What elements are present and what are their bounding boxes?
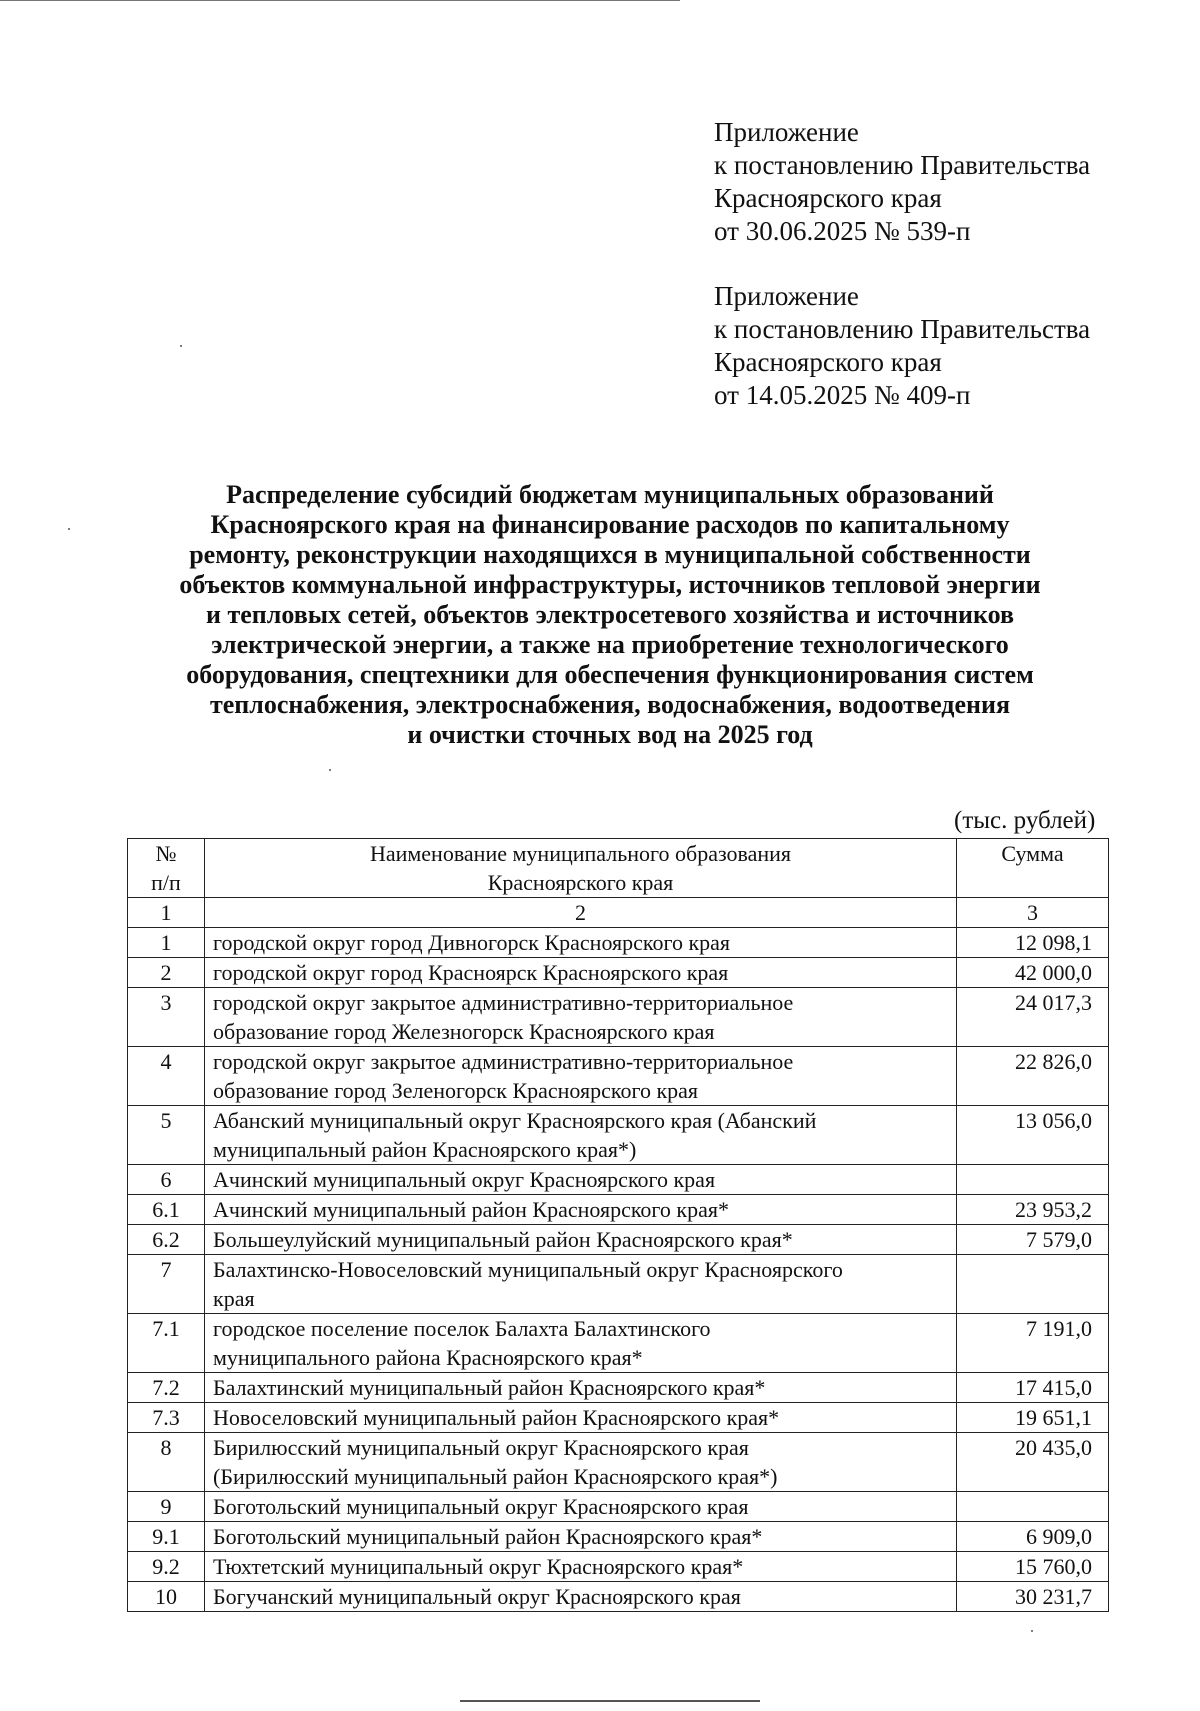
municipality-name (205, 1373, 957, 1403)
municipality-name (205, 1433, 957, 1492)
units-label: (тыс. рублей) (954, 807, 1096, 834)
municipality-name-line: (Бирилюсский муниципальный район Красноярского края*) (213, 1464, 778, 1489)
table-row (128, 1106, 1109, 1165)
row-number: 8 (128, 1433, 205, 1492)
title-line: и очистки сточных вод на 2025 год (407, 720, 813, 749)
municipality-name-line: края (213, 1286, 255, 1311)
municipality-name-line: Тюхтетский муниципальный округ Красноярского края* (213, 1554, 744, 1579)
table-row (128, 1403, 1109, 1433)
municipality-name (205, 1047, 957, 1106)
subsidy-table (127, 838, 1109, 1612)
table-row (128, 1225, 1109, 1255)
row-number: 6.1 (128, 1195, 205, 1225)
table-row (128, 1433, 1109, 1492)
municipality-name-line: Большеулуйский муниципальный район Красноярского края* (213, 1227, 793, 1252)
subsidy-amount: 30 231,7 (957, 1582, 1109, 1612)
header-num-line: № (155, 841, 177, 866)
appendix-line: от 30.06.2025 № 539-п (714, 216, 971, 246)
subsidy-amount: 23 953,2 (957, 1195, 1109, 1225)
subsidy-amount: 15 760,0 (957, 1552, 1109, 1582)
municipality-name-line: Боготольский муниципальный округ Красноярского края (213, 1494, 749, 1519)
municipality-name-line: Боготольский муниципальный район Красноярского края* (213, 1524, 763, 1549)
appendix-line: к постановлению Правительства (714, 150, 1091, 180)
appendix-current (714, 116, 1090, 248)
title-line: Распределение субсидий бюджетам муниципальных образований (226, 480, 994, 509)
table-row (128, 1314, 1109, 1373)
municipality-name (205, 1165, 957, 1195)
row-number: 2 (128, 958, 205, 988)
row-number: 3 (128, 988, 205, 1047)
subsidy-amount: 24 017,3 (957, 988, 1109, 1047)
table-row (128, 1582, 1109, 1612)
column-index: 2 (205, 898, 957, 928)
title-line: объектов коммунальной инфраструктуры, источников тепловой энергии (179, 570, 1041, 599)
table-row (128, 1373, 1109, 1403)
column-index: 1 (128, 898, 205, 928)
table-row (128, 1047, 1109, 1106)
table-row (128, 988, 1109, 1047)
appendix-line: к постановлению Правительства (714, 314, 1091, 344)
row-number: 9.1 (128, 1522, 205, 1552)
municipality-name-line: городской округ закрытое административно-территориальное (213, 1049, 794, 1074)
subsidy-amount: 22 826,0 (957, 1047, 1109, 1106)
table-row (128, 1255, 1109, 1314)
subsidy-amount: 7 191,0 (957, 1314, 1109, 1373)
municipality-name (205, 1582, 957, 1612)
municipality-name-line: Новоселовский муниципальный район Красноярского края* (213, 1405, 780, 1430)
municipality-name-line: городской округ закрытое административно-территориальное (213, 990, 794, 1015)
municipality-name (205, 1492, 957, 1522)
subsidy-amount (957, 1492, 1109, 1522)
row-number: 6.2 (128, 1225, 205, 1255)
appendix-line: от 14.05.2025 № 409-п (714, 380, 971, 410)
scan-speck (1031, 1630, 1033, 1632)
table-header-row (128, 839, 1109, 898)
table-row (128, 1492, 1109, 1522)
title-line: и тепловых сетей, объектов электросетевого хозяйства и источников (205, 600, 1015, 629)
column-index-row (128, 898, 1109, 928)
row-number: 5 (128, 1106, 205, 1165)
appendix-line: Красноярского края (714, 183, 942, 213)
title-line: ремонту, реконструкции находящихся в муниципальной собственности (189, 540, 1031, 569)
scan-edge-line (0, 0, 680, 1)
municipality-name-line: Абанский муниципальный округ Красноярского края (Абанский (213, 1108, 817, 1133)
municipality-name (205, 958, 957, 988)
row-number: 7.2 (128, 1373, 205, 1403)
header-name-line: Наименование муниципального образования (369, 841, 792, 866)
municipality-name (205, 928, 957, 958)
subsidy-amount (957, 1165, 1109, 1195)
subsidy-amount: 6 909,0 (957, 1522, 1109, 1552)
row-number: 6 (128, 1165, 205, 1195)
municipality-name (205, 1195, 957, 1225)
municipality-name-line: Балахтинский муниципальный район Красноярского края* (213, 1375, 766, 1400)
subsidy-amount: 12 098,1 (957, 928, 1109, 958)
appendix-original (714, 280, 1090, 412)
municipality-name-line: Балахтинско-Новоселовский муниципальный округ Красноярского (213, 1257, 843, 1282)
header-amount-cell (957, 839, 1109, 898)
municipality-name (205, 1552, 957, 1582)
municipality-name (205, 1403, 957, 1433)
header-amount-label: Сумма (1001, 841, 1064, 866)
municipality-name-line: Богучанский муниципальный округ Красноярского края (213, 1584, 741, 1609)
column-index: 3 (957, 898, 1109, 928)
header-name-line: Красноярского края (487, 870, 674, 895)
table-row (128, 928, 1109, 958)
row-number: 1 (128, 928, 205, 958)
header-num-line: п/п (151, 870, 181, 895)
municipality-name-line: Ачинский муниципальный район Красноярского края* (213, 1197, 729, 1222)
municipality-name-line: образование город Зеленогорск Красноярского края (213, 1078, 699, 1103)
appendix-line: Приложение (714, 281, 859, 311)
appendix-line: Красноярского края (714, 347, 942, 377)
municipality-name (205, 1522, 957, 1552)
scan-speck (329, 769, 331, 771)
scan-edge-line (460, 1700, 760, 1702)
row-number: 4 (128, 1047, 205, 1106)
row-number: 7.3 (128, 1403, 205, 1433)
scan-speck (180, 345, 182, 347)
municipality-name-line: городской округ город Дивногорск Красноярского края (213, 930, 731, 955)
subsidy-amount: 20 435,0 (957, 1433, 1109, 1492)
table-row (128, 1165, 1109, 1195)
title-line: оборудования, спецтехники для обеспечения функционирования систем (186, 660, 1034, 689)
municipality-name-line: муниципальный район Красноярского края*) (213, 1137, 637, 1162)
subsidy-amount: 7 579,0 (957, 1225, 1109, 1255)
row-number: 7.1 (128, 1314, 205, 1373)
municipality-name (205, 988, 957, 1047)
header-name-cell (205, 839, 957, 898)
header-num-cell (128, 839, 205, 898)
municipality-name (205, 1106, 957, 1165)
table-row (128, 958, 1109, 988)
row-number: 9 (128, 1492, 205, 1522)
title-line: Красноярского края на финансирование расходов по капитальному (210, 510, 1010, 539)
title-line: теплоснабжения, электроснабжения, водоснабжения, водоотведения (209, 690, 1011, 719)
municipality-name-line: Бирилюсский муниципальный округ Красноярского края (213, 1435, 749, 1460)
document-title (130, 480, 1090, 750)
row-number: 10 (128, 1582, 205, 1612)
row-number: 9.2 (128, 1552, 205, 1582)
title-line: электрической энергии, а также на приобретение технологического (211, 630, 1009, 659)
municipality-name-line: Ачинский муниципальный округ Красноярского края (213, 1167, 716, 1192)
municipality-name-line: городское поселение поселок Балахта Балахтинского (213, 1316, 711, 1341)
subsidy-amount: 19 651,1 (957, 1403, 1109, 1433)
scan-speck (68, 528, 70, 530)
subsidy-amount: 17 415,0 (957, 1373, 1109, 1403)
row-number: 7 (128, 1255, 205, 1314)
municipality-name (205, 1255, 957, 1314)
municipality-name (205, 1314, 957, 1373)
table-row (128, 1522, 1109, 1552)
appendix-line: Приложение (714, 117, 859, 147)
municipality-name (205, 1225, 957, 1255)
subsidy-amount: 42 000,0 (957, 958, 1109, 988)
municipality-name-line: муниципального района Красноярского края* (213, 1345, 643, 1370)
municipality-name-line: образование город Железногорск Красноярского края (213, 1019, 715, 1044)
table-row (128, 1552, 1109, 1582)
municipality-name-line: городской округ город Красноярск Красноярского края (213, 960, 729, 985)
table-row (128, 1195, 1109, 1225)
subsidy-amount: 13 056,0 (957, 1106, 1109, 1165)
subsidy-amount (957, 1255, 1109, 1314)
